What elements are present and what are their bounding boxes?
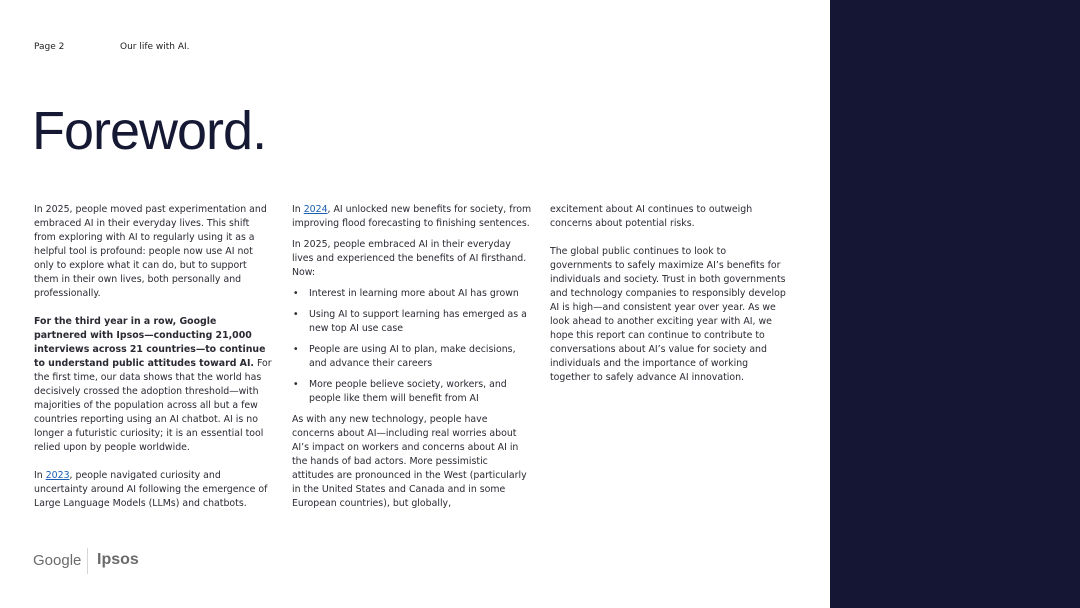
paragraph: The global public continues to look to governments to safely maximize AI’s benefits for individuals and society. Trust in both governments and technology companies to responsibly develop AI is high—and consistent year over year. As we look ahead to another exciting year with AI, we hope this report can continue to contribute to conversations about AI’s value for society and individuals and the importance of working together to safely advance AI innovation. [550,246,786,383]
list-item: • Using AI to support learning has emerged as a new top AI use case [292,308,532,336]
google-logo: Google [33,552,82,569]
text-column-3 [550,203,790,399]
navy-side-panel [830,0,1080,608]
link-2024-report[interactable]: 2024 [303,204,328,215]
paragraph-text: , AI unlocked new benefits for society, from improving flood forecasting to finishing sentences. [292,204,532,229]
paragraph [292,203,532,231]
ipsos-logo: Ipsos [97,551,139,568]
paragraph: As with any new technology, people have concerns about AI—including real worries about AI’s impact on workers and concerns about AI in the hands of bad actors. More pessimistic attitudes are pronounced in the West (particularly in the United States and Canada and in some European countries), but globally, [292,414,527,509]
text-column-1 [34,203,272,525]
paragraph-text: In [34,470,46,481]
text-column-2 [292,203,532,511]
paragraph-text: For the first time, our data shows that the world has decisively crossed the adoption threshold—with majorities of the population across all but a few countries reporting using an AI chatbot. AI is no longer a futuristic curiosity; it is an essential tool relied upon by people worldwide. [34,358,272,453]
page-title: Foreword. [32,101,267,161]
page-number: Page 2 [34,42,65,52]
paragraph: In 2025, people moved past experimentation and embraced AI in their everyday lives. This shift from exploring with AI to regularly using it as a helpful tool is profound: people now use AI not only to explore what it can do, but to support them in their own lives, both personally and professionally. [34,204,267,299]
paragraph-text: , people navigated curiosity and uncertainty around AI following the emergence of Large Language Models (LLMs) and chatbots. [34,470,268,509]
list-item: • More people believe society, workers, and people like them will benefit from AI [292,378,532,406]
logo-divider [87,548,88,574]
link-2023-report[interactable]: 2023 [45,470,70,481]
bold-lead: For the third year in a row, Google partnered with Ipsos—conducting 21,000 interviews across 21 countries—to continue to understand public attitudes toward AI. [34,316,266,369]
paragraph [34,315,272,455]
paragraph: excitement about AI continues to outweigh concerns about potential risks. [550,204,753,229]
paragraph-text: In [292,204,304,215]
paragraph [34,469,272,511]
section-title: Our life with AI. [120,42,190,52]
list-item: • People are using AI to plan, make decisions, and advance their careers [292,343,532,371]
bullet-list [292,287,532,406]
paragraph: In 2025, people embraced AI in their everyday lives and experienced the benefits of AI firsthand. Now: [292,239,527,278]
list-item: • Interest in learning more about AI has grown [292,287,532,301]
